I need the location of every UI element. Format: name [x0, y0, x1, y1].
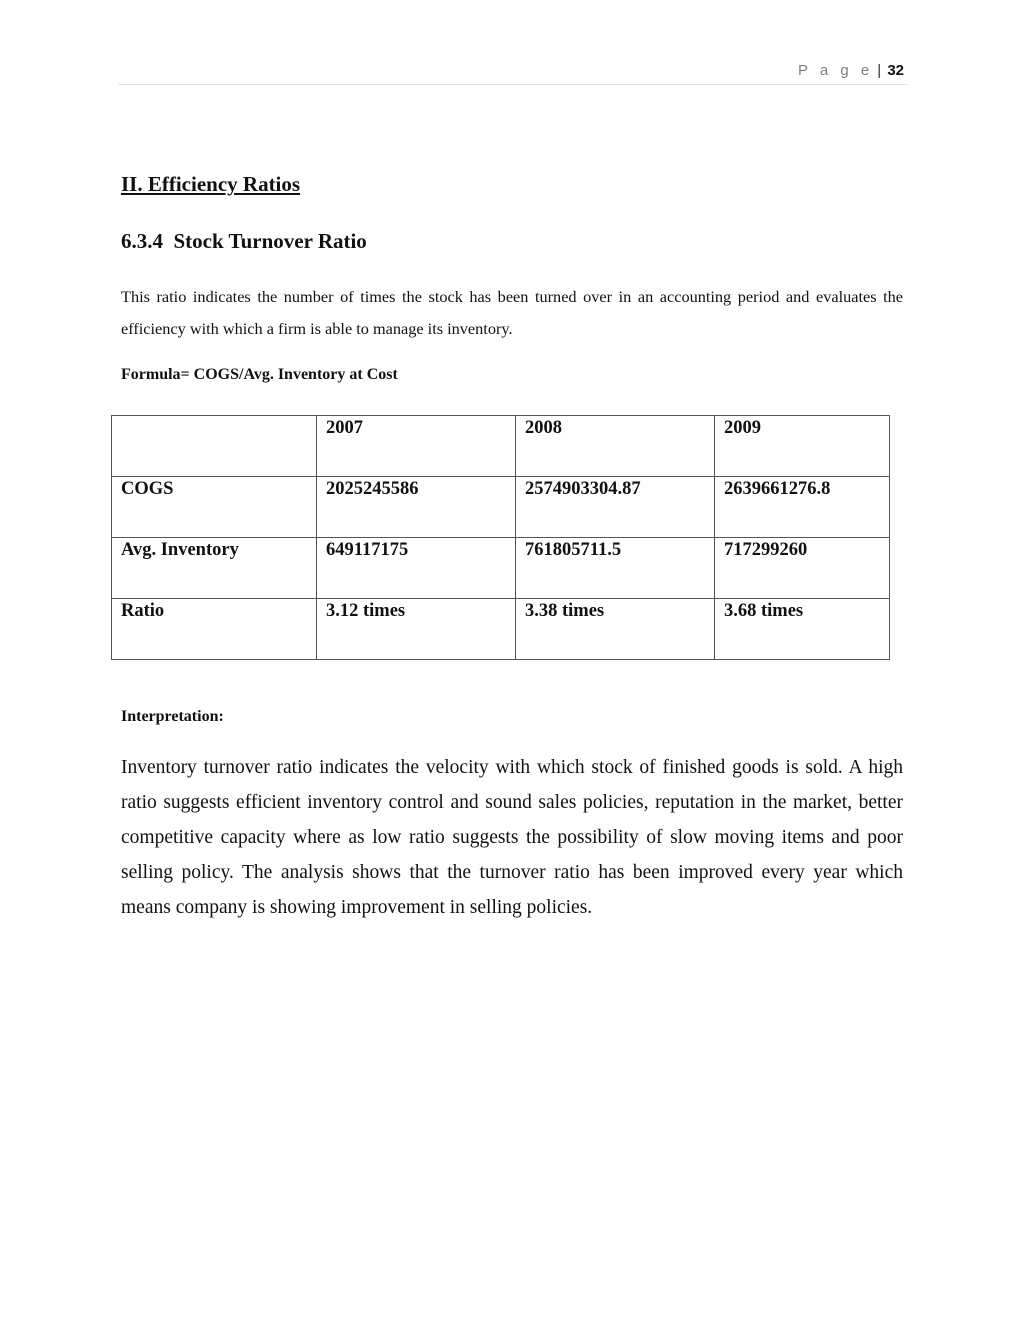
table-row [112, 477, 890, 538]
table-cell: 717299260 [715, 538, 890, 599]
section-title: II. Efficiency Ratios [121, 172, 301, 196]
page-number: 32 [887, 62, 904, 79]
table-cell: 2025245586 [317, 477, 516, 538]
ratio-table [111, 415, 890, 660]
table-row [112, 538, 890, 599]
interpretation-paragraph: Inventory turnover ratio indicates the velocity with which stock of finished goods is sold. A high ratio suggests efficient inventory control and sound sales policies, reputation in the market, better competitive capacity where as low ratio suggests the possibility of slow moving items and poor selling policy. The analysis shows that the turnover ratio has been improved every year which means company is showing improvement in selling policies. [121, 757, 903, 918]
row-label: Avg. Inventory [112, 538, 317, 599]
row-label: COGS [112, 477, 317, 538]
table-header-cell: 2007 [317, 416, 516, 477]
table-header-cell [112, 416, 317, 477]
row-label: Ratio [112, 599, 317, 660]
table-row [112, 599, 890, 660]
table-header-cell: 2009 [715, 416, 890, 477]
page-separator: | [877, 62, 882, 79]
subsection-title: 6.3.4 Stock Turnover Ratio [121, 229, 367, 253]
table-cell: 761805711.5 [516, 538, 715, 599]
intro-paragraph: This ratio indicates the number of times the stock has been turned over in an accounting period and evaluates the efficiency with which a firm is able to manage its inventory. [121, 287, 903, 338]
table-cell: 2574903304.87 [516, 477, 715, 538]
table-cell: 3.68 times [715, 599, 890, 660]
table-header-cell: 2008 [516, 416, 715, 477]
formula-text: Formula= COGS/Avg. Inventory at Cost [121, 366, 398, 383]
table-cell: 2639661276.8 [715, 477, 890, 538]
page-word: P a g e [797, 62, 874, 79]
interpretation-heading: Interpretation: [121, 708, 224, 725]
page-number-label [798, 62, 904, 79]
table-cell: 3.38 times [516, 599, 715, 660]
table-cell: 3.12 times [317, 599, 516, 660]
table-header-row [112, 416, 890, 477]
page-header [118, 58, 908, 85]
table-cell: 649117175 [317, 538, 516, 599]
